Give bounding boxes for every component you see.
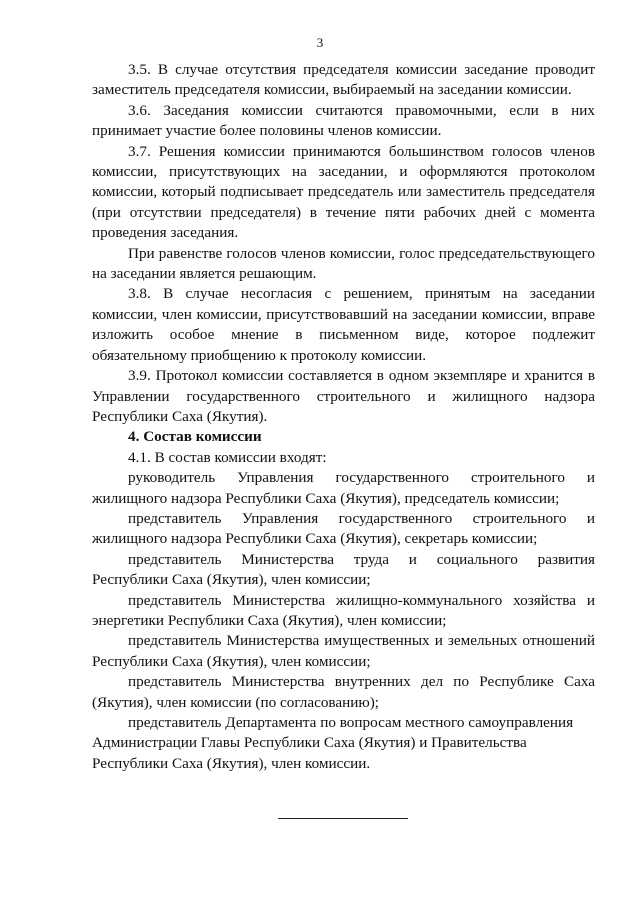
member-item-interior-ministry: представитель Министерства внутренних дел по Республике Саха (Якутия), член комиссии (по согласованию); [92,673,595,711]
member-item-housing-ministry: представитель Министерства жилищно-коммунального хозяйства и энергетики Республики Саха (Якутия), член комиссии; [92,591,595,629]
paragraph-3-9: 3.9. Протокол комиссии составляется в одном экземпляре и хранится в Управлении государственного строительного и жилищного надзора Республики Саха (Якутия). [92,367,595,425]
end-of-document-line [278,818,408,819]
member-item-labor-ministry: представитель Министерства труда и социального развития Республики Саха (Якутия), член комиссии; [92,550,595,589]
paragraph-3-7-tie-vote: При равенстве голосов членов комиссии, голос председательствующего на заседании является решающим. [92,244,595,283]
paragraph-4-1: 4.1. В состав комиссии входят: [128,448,327,466]
page-number: 3 [316,35,324,50]
section-heading: 4. Состав комиссии [128,428,262,446]
paragraph-3-7: 3.7. Решения комиссии принимаются большинством голосов членов комиссии, присутствующих на заседании, и оформляются протоколом комиссии, который подписывает председатель или заместитель председателя (при отсутствии председателя) в течение пяти рабочих дней с момента проведения заседания. [92,142,595,242]
member-item-secretary: представитель Управления государственного строительного и жилищного надзора Республики Саха (Якутия), секретарь комиссии; [92,509,595,548]
member-item-property-ministry: представитель Министерства имущественных и земельных отношений Республики Саха (Якутия), член комиссии; [92,632,595,670]
member-item-chair: руководитель Управления государственного строительного и жилищного надзора Республики Саха (Якутия), председатель комиссии; [92,469,595,507]
paragraph-3-8: 3.8. В случае несогласия с решением, принятым на заседании комиссии, член комиссии, присутствовавший на заседании комиссии, вправе изложить особое мнение в письменном виде, которое подлежит обязательному приобщению к протоколу комиссии. [92,285,595,364]
paragraph-3-5: 3.5. В случае отсутствия председателя комиссии заседание проводит заместитель председателя комиссии, выбираемый на заседании комиссии. [92,61,595,99]
member-item-local-government-department: представитель Департамента по вопросам местного самоуправления Администрации Главы Республики Саха (Якутия) и Правительства Республики Саха (Якутия), член комиссии. [92,714,574,772]
paragraph-3-6: 3.6. Заседания комиссии считаются правомочными, если в них принимает участие более половины членов комиссии. [92,101,595,140]
document-body [92,60,595,774]
